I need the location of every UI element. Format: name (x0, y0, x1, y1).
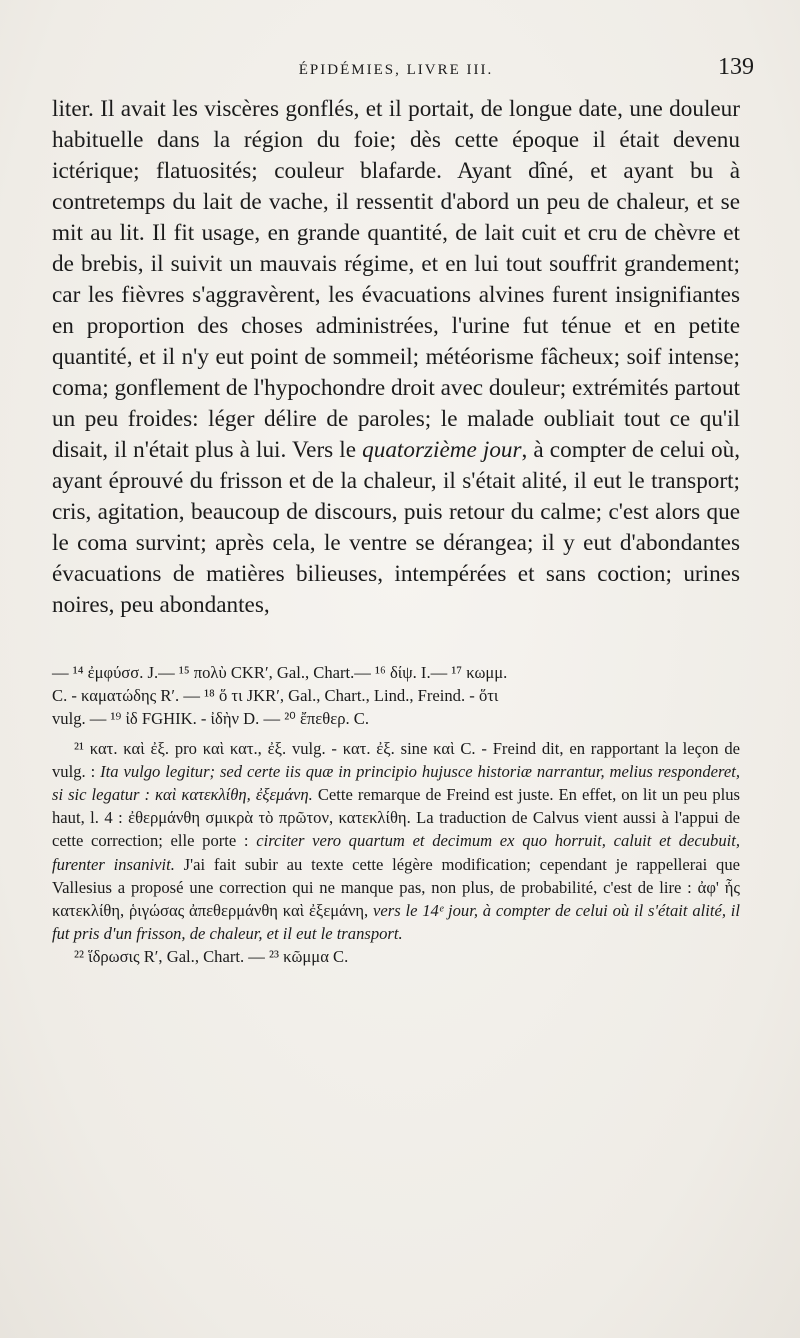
note-21-a: ²¹ κατ. καὶ ἐξ. pro καὶ κατ., ἐξ. vulg. - κατ. ἐξ. sine καὶ C. - Freind dit, en rapportant la leçon de vulg. : (52, 738, 740, 781)
note-21 (52, 737, 740, 946)
note-21-b: Ita vulgo legitur; sed certe iis quæ in principio hujusce historiæ narrantur, melius responderet, si sic legatur : καὶ κατεκλίθη, ἐξεμάνη. (52, 761, 740, 805)
variant-line-2: C. - καματώδης R′. — ¹⁸ ὅ τι JKR′, Gal., Chart., Lind., Freind. - ὅτι (52, 686, 499, 706)
page-number: 139 (718, 54, 754, 80)
note-22-23: ²² ἵδρωσις R′, Gal., Chart. — ²³ κῶμμα C. (74, 947, 349, 967)
main-text-part-1: liter. Il avait les viscères gonflés, et il portait, de longue date, une douleur habituelle dans la région du foie; dès cette époque il était devenu ictérique; flatuosités; couleur blafarde. Ayant dîné, et ayant bu à contretemps du lait de vache, il ressentit d'abord un peu de chaleur, et se mit au lit. Il fit usage, en grande quantité, de lait cuit et cru de chèvre et de brebis, il suivit un mauvais régime, et en lui tout souffrit grandement; car les fièvres s'aggravèrent, les évacuations alvines furent insignifiantes en proportion des choses administrées, l'urine fut ténue et en petite quantité, et il n'y eut point de sommeil; météorisme fâcheux; soif intense; coma; gonflement de l'hypochondre droit avec douleur; extrémités partout un peu froides: léger délire de paroles; le malade oubliait tout ce qu'il disait, il n'était plus à lui. Vers le (52, 96, 740, 463)
variant-line-3: vulg. — ¹⁹ ἰδ FGHIK. - ἰδὴν D. — ²⁰ ἔπεθερ. C. (52, 709, 369, 729)
running-title: ÉPIDÉMIES, LIVRE III. (298, 62, 494, 78)
variant-notes-14-20 (52, 661, 740, 731)
main-text-part-2: , à compter de celui où, ayant éprouvé du frisson et de la chaleur, il s'était alité, il eut le transport; cris, agitation, beaucoup de discours, puis retour du calme; c'est alors que le coma survint; après cela, le ventre se dérangea; il y eut d'abondantes évacuations de matières bilieuses, intempérées et sans coction; urines noires, peu abondantes, (52, 437, 741, 618)
note-21-c: Cette remarque de Freind est juste. En effet, on lit un peu plus haut, l. 4 : ἐθερμάνθη σμικρὰ τὸ πρῶτον, κατεκλίθη. La traduction de Calvus vient aussi à l'appui de cette correction; elle porte : (52, 785, 740, 851)
main-text (52, 94, 740, 621)
main-text-italic: quatorzième jour (362, 437, 522, 463)
note-21-d: circiter vero quartum et decimum ex quo horruit, caluit et decubuit, furenter insanivit. (52, 831, 740, 874)
note-21-e: J'ai fait subir au texte cette légère modification; cependant je rappellerai que Vallesius a proposé une correction qui ne manque pas, non plus, de probabilité, c'est de lire : ἀφ' ἧς κατεκλίθη, ῥιγώσας ἀπεθερμάνθη καὶ ἐξεμάνη, (52, 854, 741, 921)
footnotes (52, 661, 740, 969)
variant-line-1: — ¹⁴ ἐμφύσσ. J.— ¹⁵ πολὺ CKR′, Gal., Chart.— ¹⁶ δίψ. I.— ¹⁷ κωμμ. (52, 663, 508, 682)
main-paragraph (52, 94, 740, 621)
note-21-f: vers le 14ᵉ jour, à compter de celui où il s'était alité, il fut pris d'un frisson, de chaleur, et il eut le transport. (52, 901, 740, 944)
running-head (52, 54, 754, 90)
